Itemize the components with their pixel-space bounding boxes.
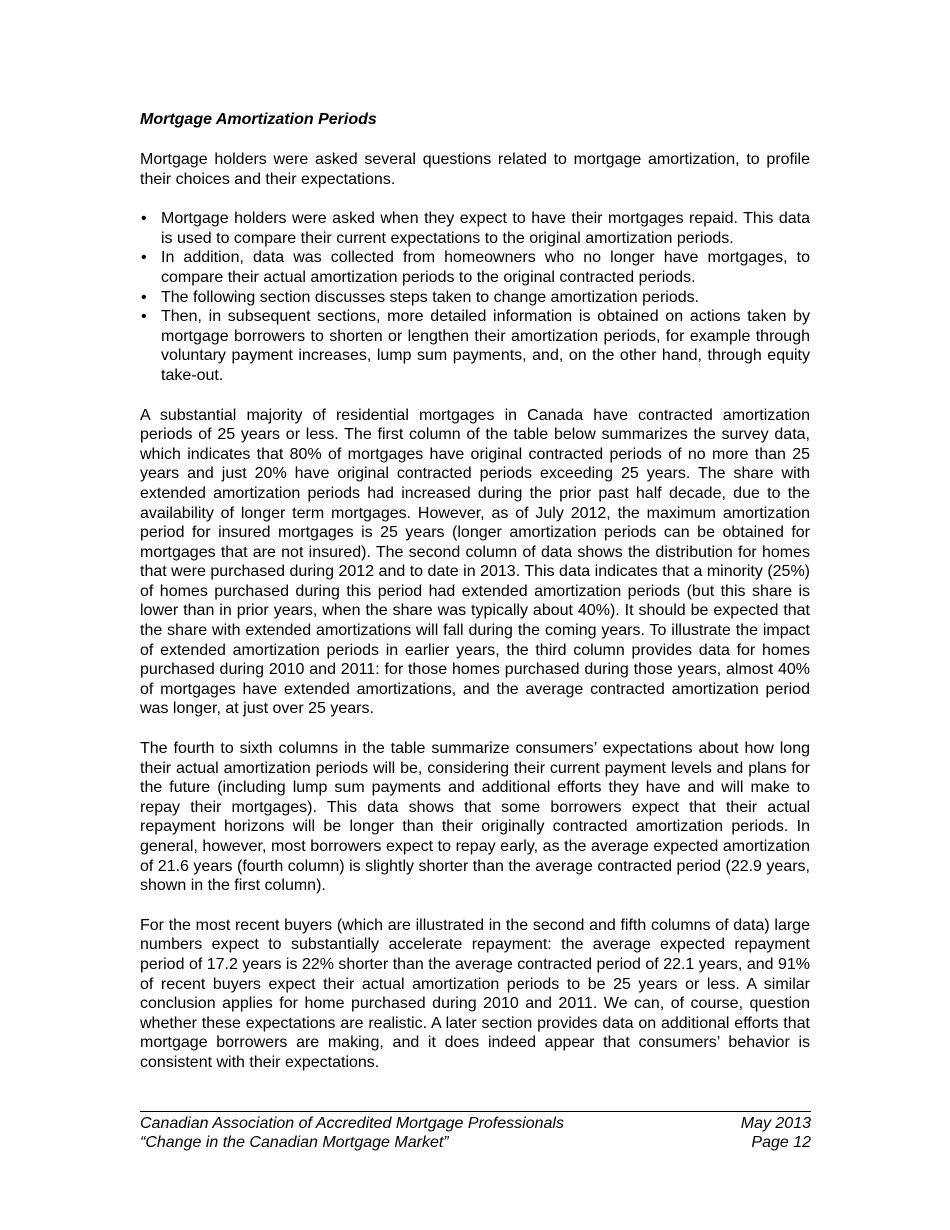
footer-row: [140, 1133, 811, 1152]
list-item: [140, 307, 810, 385]
footer-page-number: Page 12: [751, 1134, 811, 1151]
footer-date: May 2013: [740, 1115, 811, 1132]
bullet-list: [140, 209, 810, 385]
body-paragraph: The fourth to sixth columns in the table summarize consumers’ expectations about how long their actual amortization periods will be, considering their current payment levels and plans for the future (including lump sum payments and additional efforts they have and will make to repay their mortgages). This data shows that some borrowers expect that their actual repayment horizons will be longer than their originally contracted amortization periods. In general, however, most borrowers expect to repay early, as the average expected amortization of 21.6 years (fourth column) is slightly shorter than the average contracted period (22.9 years, shown in the first column).: [140, 740, 810, 895]
footer-report-title: “Change in the Canadian Mortgage Market”: [140, 1134, 449, 1151]
bullet-icon: •: [141, 249, 147, 267]
section-title: Mortgage Amortization Periods: [140, 111, 377, 128]
list-item-text: Mortgage holders were asked when they expect to have their mortgages repaid. This data is used to compare their current expectations to the original amortization periods.: [161, 210, 810, 247]
intro-paragraph: Mortgage holders were asked several questions related to mortgage amortization, to profile their choices and their expectations.: [140, 151, 810, 188]
list-item-text: In addition, data was collected from homeowners who no longer have mortgages, to compare their actual amortization periods to the original contracted periods.: [161, 249, 810, 286]
document-body: [140, 110, 810, 1093]
body-paragraph: A substantial majority of residential mortgages in Canada have contracted amortization periods of 25 years or less. The first column of the table below summarizes the survey data, which indicates that 80% of mortgages have original contracted periods of no more than 25 years and just 20% have original contracted periods exceeding 25 years. The share with extended amortization periods had increased during the prior past half decade, due to the availability of longer term mortgages. However, as of July 2012, the maximum amortization period for insured mortgages is 25 years (longer amortization periods can be obtained for mortgages that are not insured). The second column of data shows the distribution for homes that were purchased during 2012 and to date in 2013. This data indicates that a minority (25%) of homes purchased during this period had extended amortization periods (but this share is lower than in prior years, when the share was typically about 40%). It should be expected that the share with extended amortizations will fall during the coming years. To illustrate the impact of extended amortization periods in earlier years, the third column provides data for homes purchased during 2010 and 2011: for those homes purchased during those years, almost 40% of mortgages have extended amortizations, and the average contracted amortization period was longer, at just over 25 years.: [140, 406, 810, 718]
list-item: [140, 288, 810, 308]
list-item: [140, 209, 810, 248]
list-item-text: The following section discusses steps taken to change amortization periods.: [161, 288, 700, 306]
body-paragraph: For the most recent buyers (which are illustrated in the second and fifth columns of data) large numbers expect to substantially accelerate repayment: the average expected repayment period of 17.2 years is 22% shorter than the average contracted period of 22.1 years, and 91% of recent buyers expect their actual amortization periods to be 25 years or less. A similar conclusion applies for home purchased during 2010 and 2011. We can, of course, question whether these expectations are realistic. A later section provides data on additional efforts that mortgage borrowers are making, and it does indeed appear that consumers’ behavior is consistent with their expectations.: [140, 916, 810, 1071]
page-footer: [140, 1111, 811, 1152]
list-item: [140, 248, 810, 287]
bullet-icon: •: [141, 308, 147, 326]
bullet-icon: •: [141, 210, 147, 228]
footer-row: [140, 1114, 811, 1133]
footer-organization: Canadian Association of Accredited Mortgage Professionals: [140, 1115, 564, 1132]
bullet-icon: •: [141, 288, 147, 306]
list-item-text: Then, in subsequent sections, more detailed information is obtained on actions taken by mortgage borrowers to shorten or lengthen their amortization periods, for example through voluntary payment increases, lump sum payments, and, on the other hand, through equity take-out.: [161, 308, 810, 384]
